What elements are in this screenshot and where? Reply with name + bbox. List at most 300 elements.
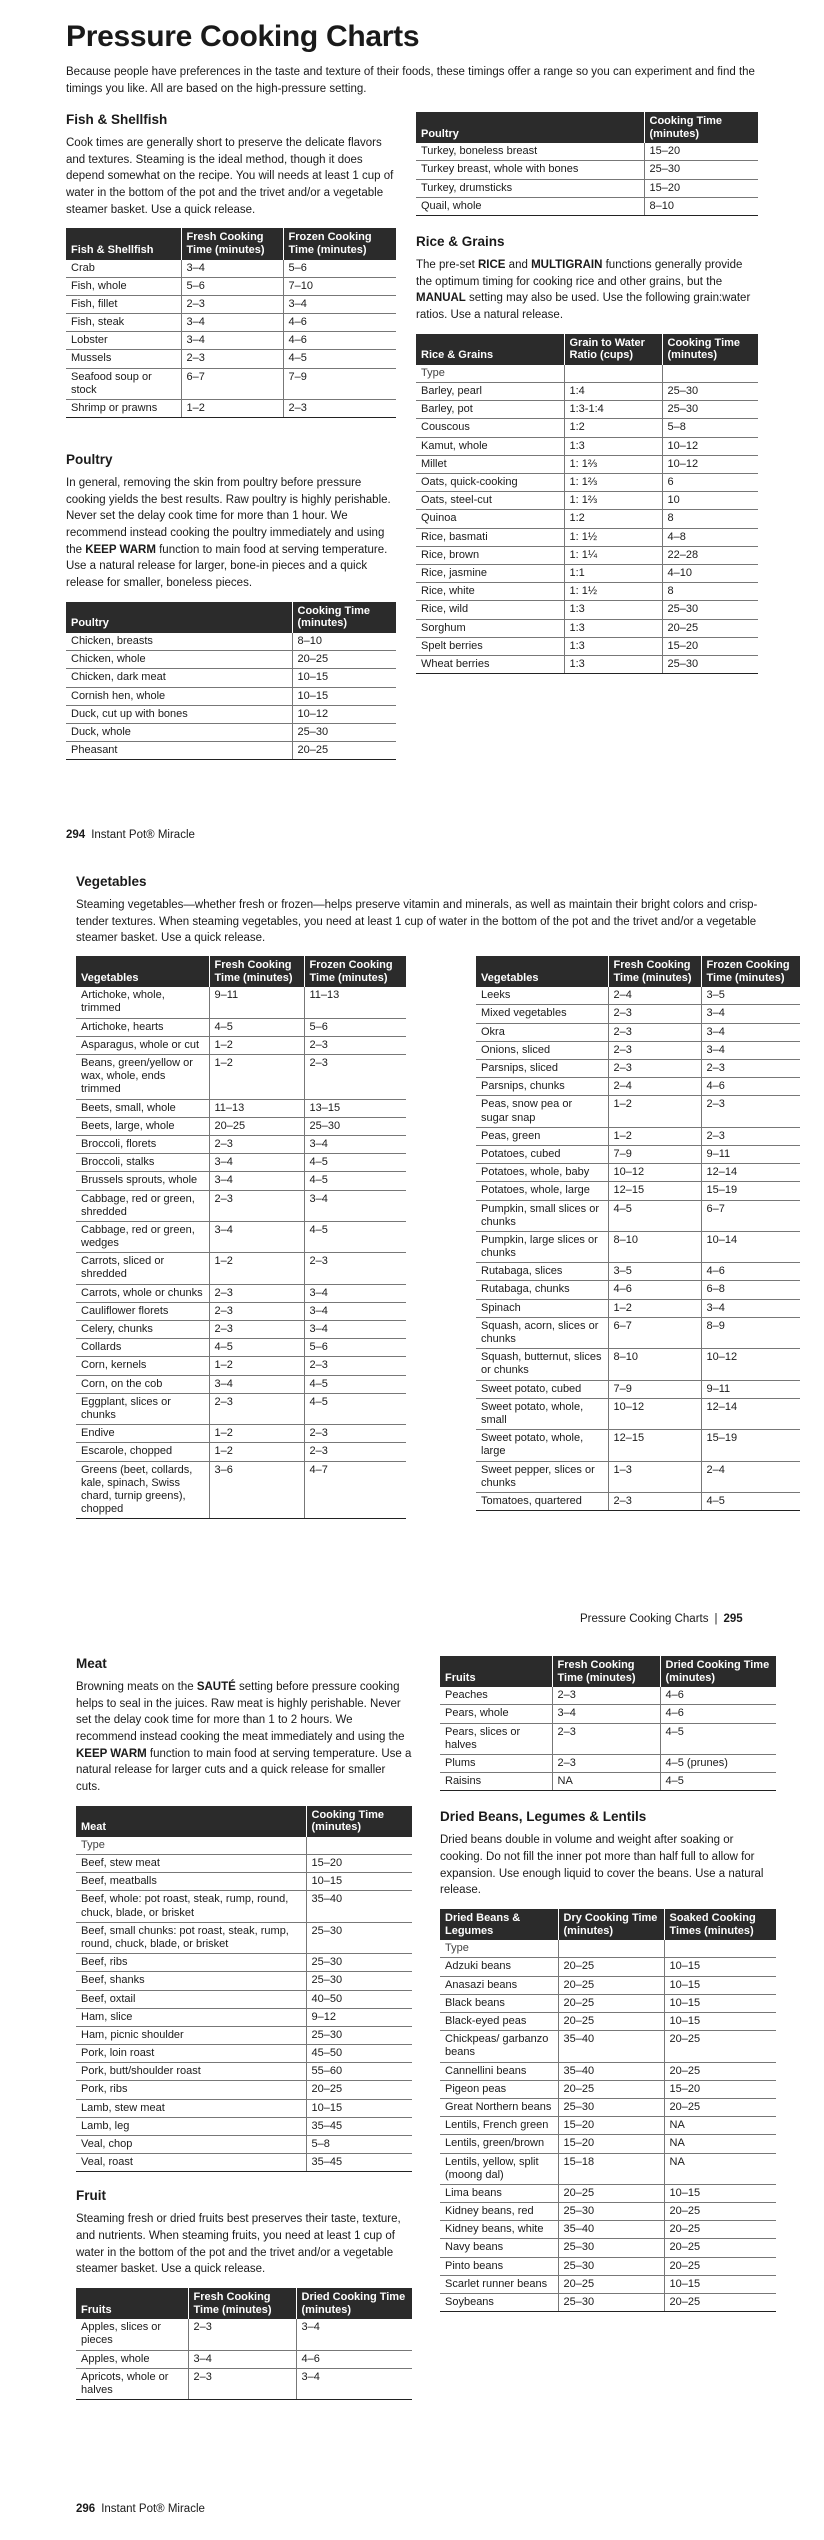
table-row	[66, 633, 396, 651]
table-row	[76, 1321, 406, 1339]
row-label: Pork, ribs	[76, 2081, 306, 2099]
table-row	[416, 583, 758, 601]
row-label: Cabbage, red or green, shredded	[76, 1190, 209, 1221]
row-value: 1: 1⅔	[564, 455, 662, 473]
row-value: 2–3	[608, 1023, 701, 1041]
table-row	[76, 1154, 406, 1172]
fruit-text: Steaming fresh or dried fruits best preserves their taste, texture, and nutrients. When steaming fruits, you need at least 1 cup of water in the bottom of the pot and the trivet and/or a vegetable steamer basket. Use a quick release.	[76, 2213, 401, 2276]
row-label: Beets, large, whole	[76, 1117, 209, 1135]
row-value: 25–30	[558, 2294, 664, 2312]
table-row	[440, 1723, 776, 1754]
row-value: 3–4	[209, 1154, 304, 1172]
row-value: NA	[664, 2153, 776, 2184]
row-value: 4–5	[209, 1339, 304, 1357]
row-label: Shrimp or prawns	[66, 400, 181, 418]
row-value: 2–3	[608, 1060, 701, 1078]
row-value: 4–5	[701, 1492, 800, 1510]
table-row	[416, 474, 758, 492]
column-header: Cooking Time (minutes)	[644, 112, 758, 143]
row-value: 2–3	[209, 1321, 304, 1339]
row-value: 11–13	[209, 1099, 304, 1117]
row-value: 2–3	[608, 1005, 701, 1023]
row-value: 2–3	[608, 1041, 701, 1059]
vegetables-left	[76, 956, 406, 1519]
row-label: Leeks	[476, 987, 608, 1005]
row-value: 20–25	[558, 2013, 664, 2031]
row-label: Rutabaga, slices	[476, 1263, 608, 1281]
row-value: 1–2	[209, 1425, 304, 1443]
table-row	[476, 1299, 800, 1317]
row-label: Cornish hen, whole	[66, 687, 292, 705]
page-title: Pressure Cooking Charts	[66, 20, 420, 53]
row-value: 25–30	[306, 1922, 412, 1953]
row-value: 2–3	[181, 295, 283, 313]
column-header: Dried Cooking Time (minutes)	[296, 2288, 412, 2319]
row-label: Rutabaga, chunks	[476, 1281, 608, 1299]
table-row	[76, 2008, 412, 2026]
vegetables-text: Steaming vegetables—whether fresh or frozen—helps preserve vitamin and minerals, as well as maintain their bright colors and crisp-tender textures. When steaming vegetables, you need at least 1 cup of water in the bottom of the pot and the trivet and/or a vegetable steamer basket. Use a quick release.	[76, 898, 758, 945]
row-label: Lamb, stew meat	[76, 2099, 306, 2117]
rice-heading: Rice & Grains	[416, 234, 505, 250]
table-header-row	[416, 112, 758, 143]
table-row	[476, 1430, 800, 1461]
row-value: 15–20	[306, 1855, 412, 1873]
row-label: Parsnips, sliced	[476, 1060, 608, 1078]
row-label: Kidney beans, red	[440, 2203, 558, 2221]
row-value: 5–8	[306, 2136, 412, 2154]
table-header-row	[76, 956, 406, 987]
row-value: 1:3	[564, 437, 662, 455]
vegetables-heading: Vegetables	[76, 874, 147, 889]
page-295	[0, 860, 824, 1640]
row-label: Broccoli, florets	[76, 1135, 209, 1153]
row-value: 1:2	[564, 510, 662, 528]
column-header: Fresh Cooking Time (minutes)	[608, 956, 701, 987]
row-value: 3–5	[608, 1263, 701, 1281]
vegetables-intro	[76, 874, 766, 957]
row-value	[564, 365, 662, 383]
row-label: Potatoes, cubed	[476, 1145, 608, 1163]
column-header: Meat	[76, 1806, 306, 1837]
row-label: Oats, steel-cut	[416, 492, 564, 510]
table-row	[416, 179, 758, 197]
row-value: 4–7	[304, 1461, 406, 1519]
row-value	[306, 1837, 412, 1855]
table-row	[76, 1055, 406, 1100]
row-value: 4–10	[662, 564, 758, 582]
column-header: Cooking Time (minutes)	[662, 334, 758, 365]
row-label: Tomatoes, quartered	[476, 1492, 608, 1510]
row-value: 20–25	[306, 2081, 412, 2099]
row-value: 5–6	[181, 277, 283, 295]
row-value: 1:2	[564, 419, 662, 437]
table-row	[476, 987, 800, 1005]
row-label: Chickpeas/ garbanzo beans	[440, 2031, 558, 2062]
table-row	[440, 1773, 776, 1791]
row-value: 20–25	[664, 2221, 776, 2239]
row-value: 1:1	[564, 564, 662, 582]
row-value: 20–25	[292, 651, 396, 669]
row-label: Sweet pepper, slices or chunks	[476, 1461, 608, 1492]
row-value: 1–2	[209, 1357, 304, 1375]
row-value: NA	[664, 2135, 776, 2153]
row-label: Endive	[76, 1425, 209, 1443]
row-value: 1: 1½	[564, 583, 662, 601]
column-header: Frozen Cooking Time (minutes)	[701, 956, 800, 987]
row-value: 55–60	[306, 2063, 412, 2081]
row-label: Cannellini beans	[440, 2062, 558, 2080]
row-value: 1:3	[564, 655, 662, 673]
row-value: 3–4	[283, 295, 396, 313]
table-row	[76, 1036, 406, 1054]
table-row	[440, 2117, 776, 2135]
table-row	[416, 197, 758, 215]
row-value: 20–25	[558, 1976, 664, 1994]
row-value: 25–30	[662, 401, 758, 419]
column-header: Soaked Cooking Times (minutes)	[664, 1909, 776, 1940]
row-value: 25–30	[558, 2203, 664, 2221]
row-label: Adzuki beans	[440, 1958, 558, 1976]
table-header-row	[66, 228, 396, 259]
row-value: 5–6	[283, 260, 396, 278]
table-row	[440, 1976, 776, 1994]
row-label: Rice, brown	[416, 546, 564, 564]
row-value: 10–15	[664, 1976, 776, 1994]
row-value: 20–25	[558, 1994, 664, 2012]
table-header-row	[66, 602, 396, 633]
row-label: Pork, loin roast	[76, 2045, 306, 2063]
row-value: 3–4	[304, 1190, 406, 1221]
table-row	[416, 528, 758, 546]
column-header: Fresh Cooking Time (minutes)	[209, 956, 304, 987]
table-row	[476, 1023, 800, 1041]
row-label: Quinoa	[416, 510, 564, 528]
row-value: 12–14	[701, 1164, 800, 1182]
row-label: Beef, whole: pot roast, steak, rump, round, chuck, blade, or brisket	[76, 1891, 306, 1922]
table-header-row	[476, 956, 800, 987]
table-row	[76, 1425, 406, 1443]
row-value: 35–40	[306, 1891, 412, 1922]
column-header: Dry Cooking Time (minutes)	[558, 1909, 664, 1940]
table-row	[476, 1200, 800, 1231]
meat-table	[76, 1806, 412, 2173]
row-value: 10–15	[664, 2275, 776, 2293]
meat-heading: Meat	[76, 1656, 107, 1671]
table-row	[76, 2099, 412, 2117]
row-value: 6–7	[608, 1317, 701, 1348]
table-row	[76, 1922, 412, 1953]
row-value: 10–14	[701, 1231, 800, 1262]
fruit-table-right	[440, 1656, 776, 1791]
row-value: 25–30	[558, 2239, 664, 2257]
row-value: 1:4	[564, 383, 662, 401]
row-value: 2–3	[608, 1492, 701, 1510]
table-row	[76, 1253, 406, 1284]
table-row	[76, 2081, 412, 2099]
table-row	[76, 1190, 406, 1221]
row-value: 12–15	[608, 1182, 701, 1200]
table-row	[76, 1135, 406, 1153]
table-row	[476, 1281, 800, 1299]
row-value: 15–20	[644, 179, 758, 197]
column-header: Fresh Cooking Time (minutes)	[188, 2288, 296, 2319]
row-value: 3–4	[209, 1221, 304, 1252]
row-value: 3–5	[701, 987, 800, 1005]
column-header: Fresh Cooking Time (minutes)	[552, 1656, 660, 1687]
row-value: 10–12	[662, 455, 758, 473]
row-label: Greens (beet, collards, kale, spinach, Swiss chard, turnip greens), chopped	[76, 1461, 209, 1519]
row-label: Pumpkin, large slices or chunks	[476, 1231, 608, 1262]
row-value: 4–5	[304, 1393, 406, 1424]
folio-295: Pressure Cooking Charts | 295	[580, 1613, 743, 1625]
row-label: Beef, small chunks: pot roast, steak, rump, round, chuck, blade, or brisket	[76, 1922, 306, 1953]
row-label: Duck, whole	[66, 724, 292, 742]
row-label: Broccoli, stalks	[76, 1154, 209, 1172]
row-label: Lentils, green/brown	[440, 2135, 558, 2153]
table-row	[76, 2154, 412, 2172]
row-value: 4–6	[283, 314, 396, 332]
row-value: 2–3	[304, 1443, 406, 1461]
row-value: 1–2	[209, 1036, 304, 1054]
column-header: Rice & Grains	[416, 334, 564, 365]
table-row	[66, 400, 396, 418]
row-label: Fish, fillet	[66, 295, 181, 313]
row-label: Spelt berries	[416, 637, 564, 655]
row-label: Escarole, chopped	[76, 1443, 209, 1461]
table-row	[76, 1302, 406, 1320]
row-label: Raisins	[440, 1773, 552, 1791]
row-value: 12–15	[608, 1430, 701, 1461]
row-value: 8–10	[644, 197, 758, 215]
meat-text: Browning meats on the SAUTÉ setting before pressure cooking helps to seal in the juices. Raw meat is highly perishable. Never set the delay cook time for more than 1 to 2 hours. We recommend instead cooking the meat immediately and using the KEEP WARM function to main food at serving temperature. Use a natural release for larger cuts and a quick release for smaller cuts.	[76, 1680, 412, 1793]
row-label: Cabbage, red or green, wedges	[76, 1221, 209, 1252]
row-value: 7–10	[283, 277, 396, 295]
table-header-row	[440, 1909, 776, 1940]
row-label: Cauliflower florets	[76, 1302, 209, 1320]
row-value: 9–12	[306, 2008, 412, 2026]
row-label: Parsnips, chunks	[476, 1078, 608, 1096]
poultry-text: In general, removing the skin from poultry before pressure cooking yields the best results. Raw poultry is highly perishable. Never set the delay cook time for more than 1 hour. We recommend instead cooking the poultry immediately and using the KEEP WARM function to main food at serving temperature. Use a natural release for larger, bone-in pieces and a quick release for smaller, boneless pieces.	[66, 477, 391, 590]
row-label: Black-eyed peas	[440, 2013, 558, 2031]
row-value: 15–19	[701, 1182, 800, 1200]
row-value: 15–18	[558, 2153, 664, 2184]
row-value: 3–4	[304, 1302, 406, 1320]
table-row	[440, 2203, 776, 2221]
row-value: 25–30	[306, 1954, 412, 1972]
page-294	[0, 0, 824, 860]
row-value: 20–25	[558, 2080, 664, 2098]
column-header: Frozen Cooking Time (minutes)	[283, 228, 396, 259]
vegetables-table-right	[476, 956, 800, 1511]
row-label: Peaches	[440, 1687, 552, 1705]
table-row	[476, 1263, 800, 1281]
row-label: Apricots, whole or halves	[76, 2368, 188, 2399]
row-label: Plums	[440, 1755, 552, 1773]
row-value: 35–40	[558, 2031, 664, 2062]
row-label: Veal, roast	[76, 2154, 306, 2172]
table-row	[476, 1398, 800, 1429]
row-value: 1: 1⅔	[564, 492, 662, 510]
row-value: 1–2	[209, 1253, 304, 1284]
table-row	[66, 332, 396, 350]
left-column	[66, 112, 396, 760]
row-value: 2–3	[701, 1096, 800, 1127]
row-value: 6–7	[701, 1200, 800, 1231]
rice-table	[416, 334, 758, 674]
row-value: 1:3	[564, 637, 662, 655]
row-value: 10–15	[292, 669, 396, 687]
table-row	[66, 295, 396, 313]
row-value: 20–25	[664, 2257, 776, 2275]
row-label: Mussels	[66, 350, 181, 368]
row-value: 20–25	[558, 1958, 664, 1976]
table-row	[476, 1164, 800, 1182]
table-row	[440, 2153, 776, 2184]
table-row	[440, 1940, 776, 1958]
row-value: 22–28	[662, 546, 758, 564]
row-value: 25–30	[558, 2257, 664, 2275]
row-value: 25–30	[662, 383, 758, 401]
table-row	[440, 1705, 776, 1723]
row-value: 20–25	[662, 619, 758, 637]
fruit-table-left	[76, 2288, 412, 2400]
row-value: 1: 1¼	[564, 546, 662, 564]
row-value: 9–11	[701, 1380, 800, 1398]
table-row	[66, 687, 396, 705]
table-row	[416, 401, 758, 419]
row-value: 4–5 (prunes)	[660, 1755, 776, 1773]
row-value: 5–6	[304, 1339, 406, 1357]
table-row	[76, 2136, 412, 2154]
row-value: 2–4	[608, 987, 701, 1005]
row-value: 35–40	[558, 2221, 664, 2239]
table-row	[76, 1284, 406, 1302]
table-row	[440, 2013, 776, 2031]
row-label: Pigeon peas	[440, 2080, 558, 2098]
table-row	[76, 2319, 412, 2350]
intro-text: Because people have preferences in the taste and texture of their foods, these timings offer a range so you can experiment and find the timings you like. All are based on the high-pressure setting.	[66, 66, 755, 95]
row-value: 20–25	[558, 2184, 664, 2202]
row-value: 2–3	[209, 1393, 304, 1424]
row-value: 4–6	[660, 1687, 776, 1705]
row-value: 3–4	[181, 314, 283, 332]
table-row	[476, 1127, 800, 1145]
table-row	[416, 455, 758, 473]
row-value: 10–15	[664, 2013, 776, 2031]
row-label: Great Northern beans	[440, 2098, 558, 2116]
table-row	[440, 1687, 776, 1705]
row-value: 20–25	[664, 2294, 776, 2312]
row-value: 20–25	[664, 2031, 776, 2062]
row-value: 20–25	[664, 2203, 776, 2221]
row-label: Kidney beans, white	[440, 2221, 558, 2239]
row-label: Sweet potato, whole, large	[476, 1430, 608, 1461]
row-value: NA	[552, 1773, 660, 1791]
row-value: 20–25	[209, 1117, 304, 1135]
left-column	[76, 1656, 412, 2400]
table-row	[476, 1182, 800, 1200]
table-row	[76, 1393, 406, 1424]
row-label: Collards	[76, 1339, 209, 1357]
row-value: 15–20	[664, 2080, 776, 2098]
row-value: 6–8	[701, 1281, 800, 1299]
row-value: 2–3	[552, 1723, 660, 1754]
table-row	[76, 1873, 412, 1891]
table-row	[440, 1958, 776, 1976]
table-row	[76, 1443, 406, 1461]
row-label: Beef, stew meat	[76, 1855, 306, 1873]
table-row	[440, 2294, 776, 2312]
table-row	[76, 1172, 406, 1190]
column-header: Cooking Time (minutes)	[306, 1806, 412, 1837]
row-value: 20–25	[292, 742, 396, 760]
table-row	[476, 1317, 800, 1348]
beans-table	[440, 1909, 776, 2312]
row-value: 8–9	[701, 1317, 800, 1348]
row-value: 45–50	[306, 2045, 412, 2063]
row-value: 2–4	[701, 1461, 800, 1492]
row-value: 10–15	[292, 687, 396, 705]
table-row	[76, 1954, 412, 1972]
poultry-table	[66, 602, 396, 761]
table-row	[476, 1096, 800, 1127]
row-value: 25–30	[644, 161, 758, 179]
row-value: 12–14	[701, 1398, 800, 1429]
row-value: 4–6	[283, 332, 396, 350]
row-value: 10–15	[306, 1873, 412, 1891]
row-value: 4–5	[304, 1375, 406, 1393]
row-value: 2–3	[209, 1135, 304, 1153]
row-value: 7–9	[608, 1380, 701, 1398]
row-value: 1–3	[608, 1461, 701, 1492]
table-row	[416, 546, 758, 564]
row-label: Couscous	[416, 419, 564, 437]
fish-table	[66, 228, 396, 418]
table-row	[416, 383, 758, 401]
row-label: Beef, oxtail	[76, 1990, 306, 2008]
table-row	[440, 2135, 776, 2153]
row-value: 20–25	[664, 2239, 776, 2257]
table-row	[476, 1349, 800, 1380]
row-label: Lentils, French green	[440, 2117, 558, 2135]
table-row	[416, 637, 758, 655]
table-header-row	[440, 1656, 776, 1687]
table-row	[440, 1994, 776, 2012]
row-label: Potatoes, whole, baby	[476, 1164, 608, 1182]
table-row	[476, 1060, 800, 1078]
row-value: 1–2	[608, 1127, 701, 1145]
table-row	[440, 2062, 776, 2080]
row-value: 25–30	[292, 724, 396, 742]
table-row	[416, 143, 758, 161]
row-value: 2–3	[188, 2368, 296, 2399]
row-value: 7–9	[608, 1145, 701, 1163]
row-value: 2–3	[209, 1190, 304, 1221]
row-label: Black beans	[440, 1994, 558, 2012]
row-label: Beef, meatballs	[76, 1873, 306, 1891]
table-row	[476, 1078, 800, 1096]
table-row	[76, 2117, 412, 2135]
row-value: 2–3	[304, 1253, 406, 1284]
row-label: Beans, green/yellow or wax, whole, ends trimmed	[76, 1055, 209, 1100]
table-row	[476, 1145, 800, 1163]
table-row	[76, 1972, 412, 1990]
row-label: Crab	[66, 260, 181, 278]
column-header: Fruits	[76, 2288, 188, 2319]
row-label: Corn, kernels	[76, 1357, 209, 1375]
row-value: 10–15	[306, 2099, 412, 2117]
fish-heading: Fish & Shellfish	[66, 112, 168, 127]
